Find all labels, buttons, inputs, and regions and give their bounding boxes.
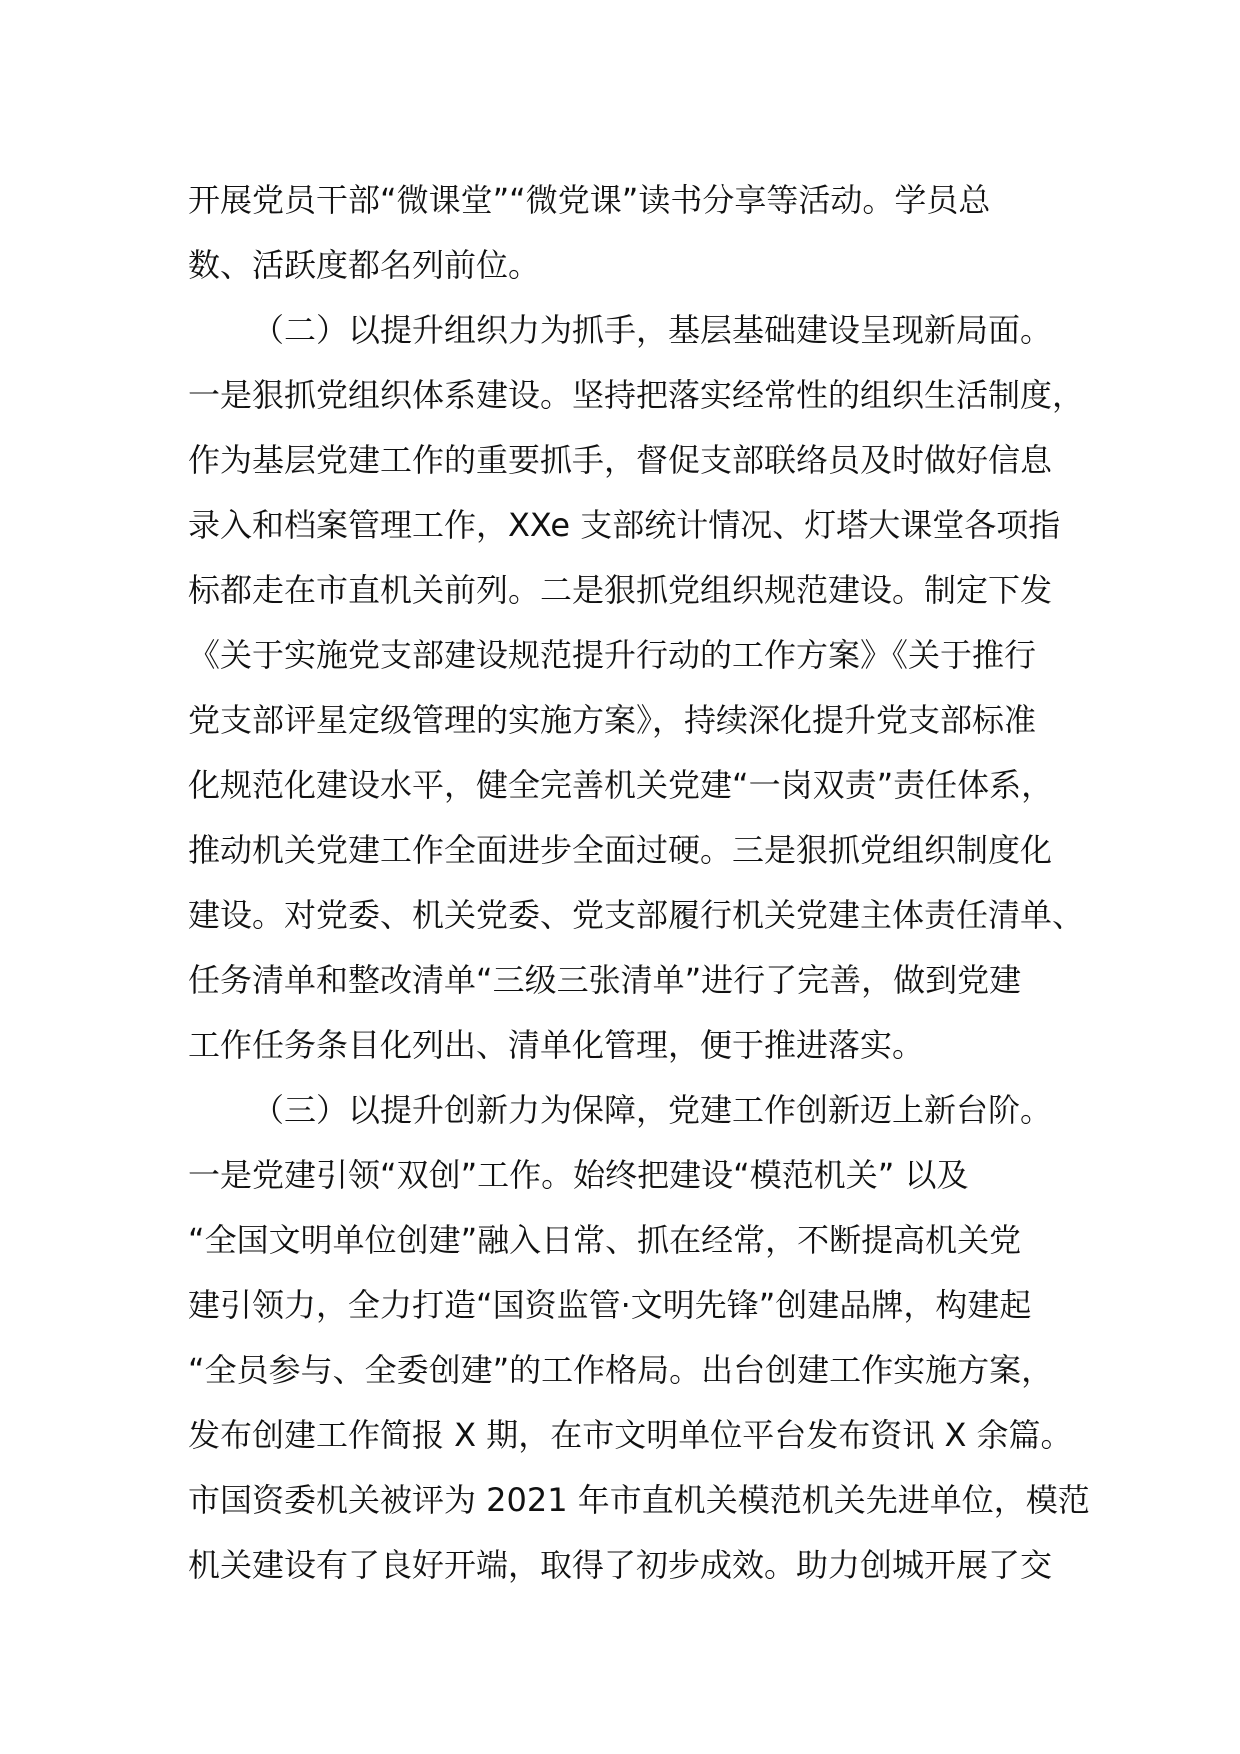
text-line: 机关建设有了良好开端，取得了初步成效。助力创城开展了交 xyxy=(188,1546,1053,1584)
text-line: 党支部评星定级管理的实施方案》，持续深化提升党支部标准 xyxy=(188,701,1037,739)
text-line: 建设。对党委、机关党委、党支部履行机关党建主体责任清单、 xyxy=(188,896,1085,934)
text-line: 录入和档案管理工作，XXe 支部统计情况、灯塔大课堂各项指 xyxy=(188,506,1061,544)
text-line: 工作任务条目化列出、清单化管理，便于推进落实。 xyxy=(188,1026,925,1064)
text-line: 数、活跃度都名列前位。 xyxy=(188,246,541,284)
section-heading: （三）以提升创新力为保障，党建工作创新迈上新台阶。 xyxy=(252,1091,1053,1129)
text-line: “全国文明单位创建”融入日常、抓在经常，不断提高机关党 xyxy=(188,1221,1022,1259)
text-line: 作为基层党建工作的重要抓手，督促支部联络员及时做好信息 xyxy=(188,441,1053,479)
text-line: 一是党建引领“双创”工作。始终把建设“模范机关” 以及 xyxy=(188,1156,969,1194)
section-heading: （二）以提升组织力为抓手，基层基础建设呈现新局面。 xyxy=(252,311,1053,349)
text-line: “全员参与、全委创建”的工作格局。出台创建工作实施方案， xyxy=(188,1351,1054,1389)
text-line: 《关于实施党支部建设规范提升行动的工作方案》《关于推行 xyxy=(188,636,1037,674)
document-body xyxy=(188,168,1088,1598)
text-line: 市国资委机关被评为 2021 年市直机关模范机关先进单位，模范 xyxy=(188,1481,1090,1519)
text-line: 一是狠抓党组织体系建设。坚持把落实经常性的组织生活制度， xyxy=(188,376,1085,414)
text-line: 任务清单和整改清单“三级三张清单”进行了完善，做到党建 xyxy=(188,961,1022,999)
text-line: 建引领力，全力打造“国资监管·文明先锋”创建品牌，构建起 xyxy=(188,1286,1032,1324)
text-line: 发布创建工作简报 X 期，在市文明单位平台发布资讯 X 余篇。 xyxy=(188,1416,1073,1454)
text-line: 开展党员干部“微课堂”“微党课”读书分享等活动。学员总 xyxy=(188,181,991,219)
text-line: 标都走在市直机关前列。二是狠抓党组织规范建设。制定下发 xyxy=(188,571,1053,609)
text-line: 化规范化建设水平，健全完善机关党建“一岗双责”责任体系， xyxy=(188,766,1054,804)
text-line: 推动机关党建工作全面进步全面过硬。三是狠抓党组织制度化 xyxy=(188,831,1053,869)
